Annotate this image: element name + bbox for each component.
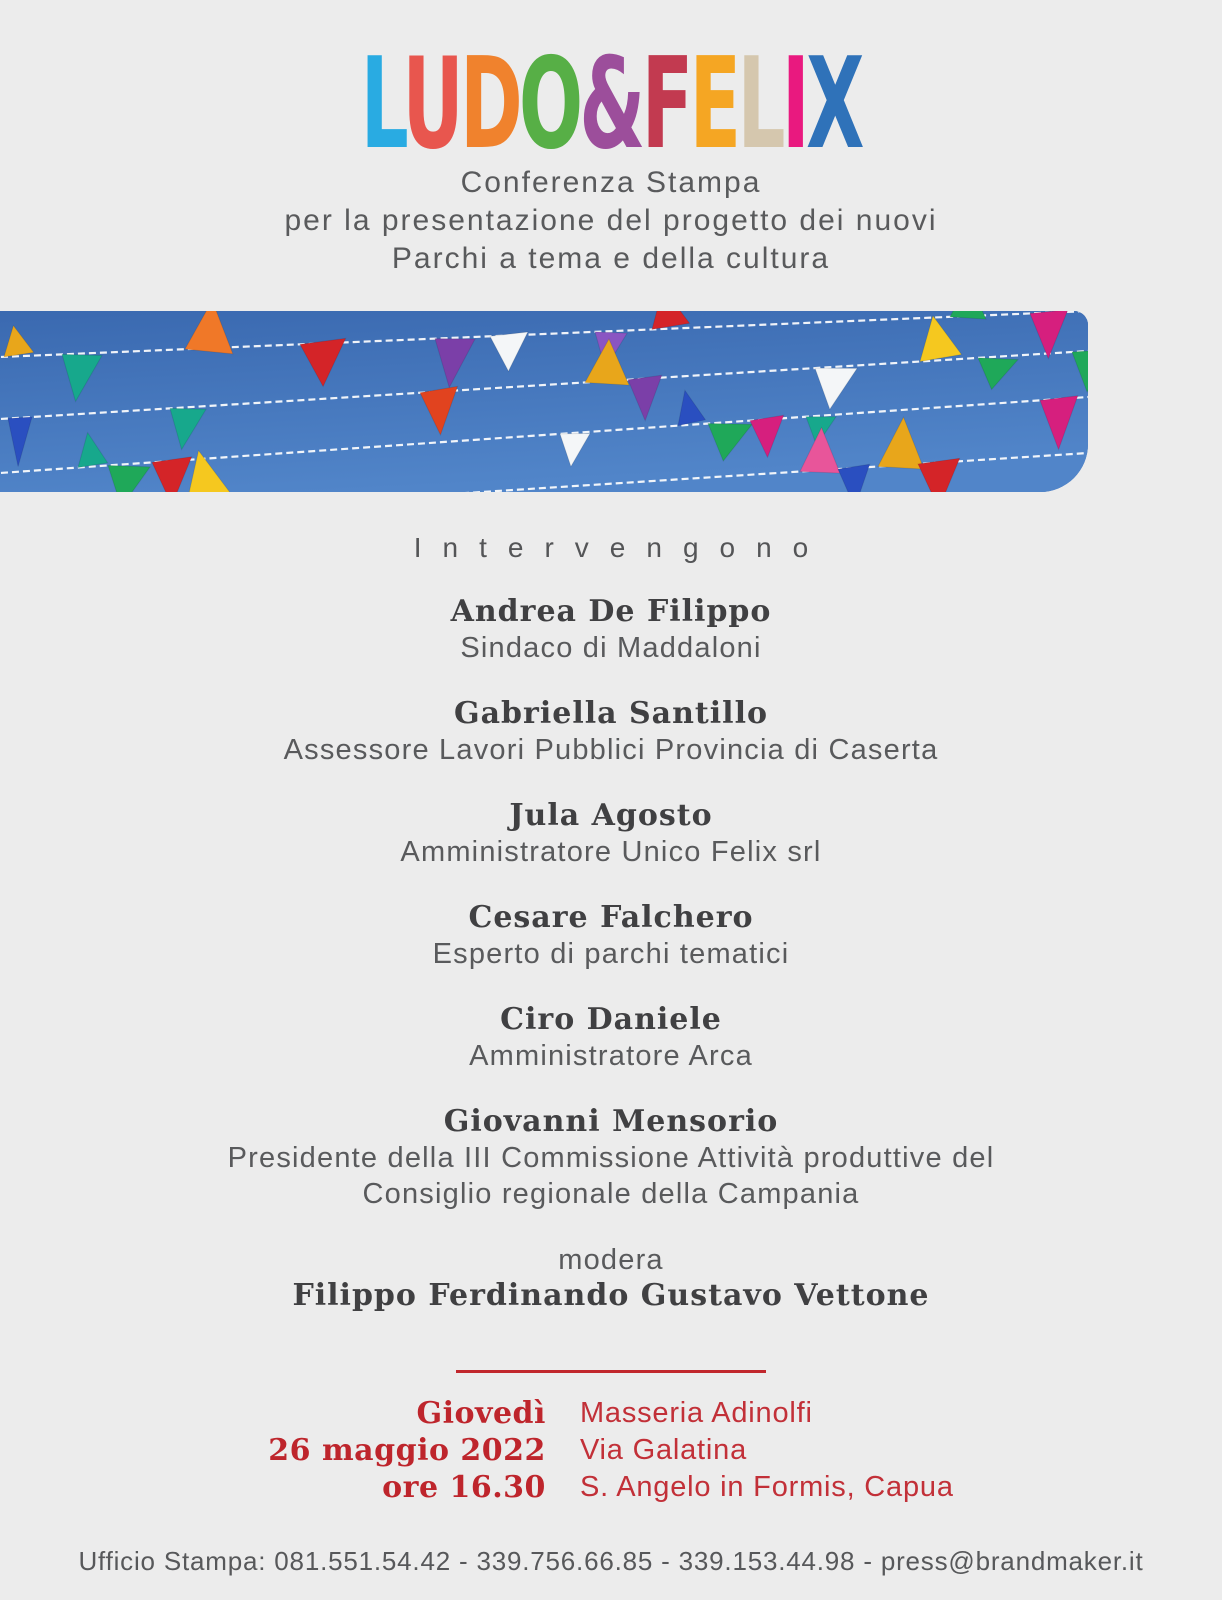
red-divider bbox=[456, 1370, 766, 1373]
speaker-group bbox=[0, 1104, 1222, 1212]
moderation-label: modera bbox=[558, 1244, 664, 1276]
event-venue bbox=[580, 1395, 954, 1506]
logo-letter: U bbox=[402, 30, 461, 177]
speaker-group bbox=[0, 696, 1222, 768]
logo-letter: D bbox=[460, 30, 520, 177]
press-office-contacts: Ufficio Stampa: 081.551.54.42 - 339.756.66.85 - 339.153.44.98 - press@brandmaker.it bbox=[78, 1546, 1144, 1576]
logo-letter: O bbox=[519, 30, 580, 177]
event-date-time: ore 16.30 bbox=[382, 1470, 546, 1505]
logo-letter: & bbox=[579, 30, 642, 177]
speaker-role: Presidente della III Commissione Attività produttive del Consiglio regionale della Campania bbox=[227, 1142, 995, 1210]
speaker-group bbox=[0, 900, 1222, 972]
speaker-role: Amministratore Arca bbox=[469, 1040, 753, 1072]
speaker-name: Andrea De Filippo bbox=[450, 594, 772, 629]
speaker-group bbox=[0, 798, 1222, 870]
logo-wrap bbox=[0, 0, 1222, 177]
event-date-day: Giovedì bbox=[416, 1396, 546, 1431]
event-venue-city: S. Angelo in Formis, Capua bbox=[579, 1471, 954, 1503]
event-venue-name: Masseria Adinolfi bbox=[579, 1397, 813, 1429]
speaker-group bbox=[0, 594, 1222, 666]
speaker-role: Amministratore Unico Felix srl bbox=[400, 836, 822, 868]
ludo-felix-logo bbox=[361, 30, 861, 177]
subtitle-line-1: Conferenza Stampa bbox=[460, 166, 762, 199]
speaker-name: Giovanni Mensorio bbox=[443, 1104, 779, 1139]
speaker-name: Gabriella Santillo bbox=[454, 696, 768, 731]
speaker-name: Ciro Daniele bbox=[500, 1002, 722, 1037]
moderation-block bbox=[0, 1242, 1222, 1314]
speaker-role: Assessore Lavori Pubblici Provincia di Caserta bbox=[283, 734, 939, 766]
speakers-list bbox=[0, 594, 1222, 1212]
speaker-name: Cesare Falchero bbox=[468, 900, 754, 935]
event-details bbox=[0, 1395, 1222, 1506]
logo-letter: L bbox=[361, 30, 403, 177]
event-venue-street: Via Galatina bbox=[579, 1434, 747, 1466]
moderator-name: Filippo Ferdinando Gustavo Vettone bbox=[292, 1278, 930, 1313]
event-date bbox=[268, 1395, 546, 1506]
subtitle-line-2: per la presentazione del progetto dei nuovi bbox=[284, 204, 938, 237]
logo-letter: L bbox=[737, 30, 783, 177]
logo-letter: F bbox=[641, 30, 690, 177]
section-heading: Intervengono bbox=[413, 532, 830, 563]
subtitle-line-3: Parchi a tema e della cultura bbox=[391, 242, 831, 275]
speaker-group bbox=[0, 1002, 1222, 1074]
logo-letter: X bbox=[806, 30, 861, 177]
speaker-role: Esperto di parchi tematici bbox=[432, 938, 790, 970]
event-subtitle bbox=[0, 164, 1222, 278]
speaker-role: Sindaco di Maddaloni bbox=[460, 632, 762, 664]
event-date-full: 26 maggio 2022 bbox=[268, 1433, 546, 1468]
logo-letter: E bbox=[689, 30, 738, 177]
logo-letter: I bbox=[782, 30, 807, 177]
speaker-name: Jula Agosto bbox=[509, 798, 713, 833]
bunting-flags-photo bbox=[0, 311, 1088, 492]
